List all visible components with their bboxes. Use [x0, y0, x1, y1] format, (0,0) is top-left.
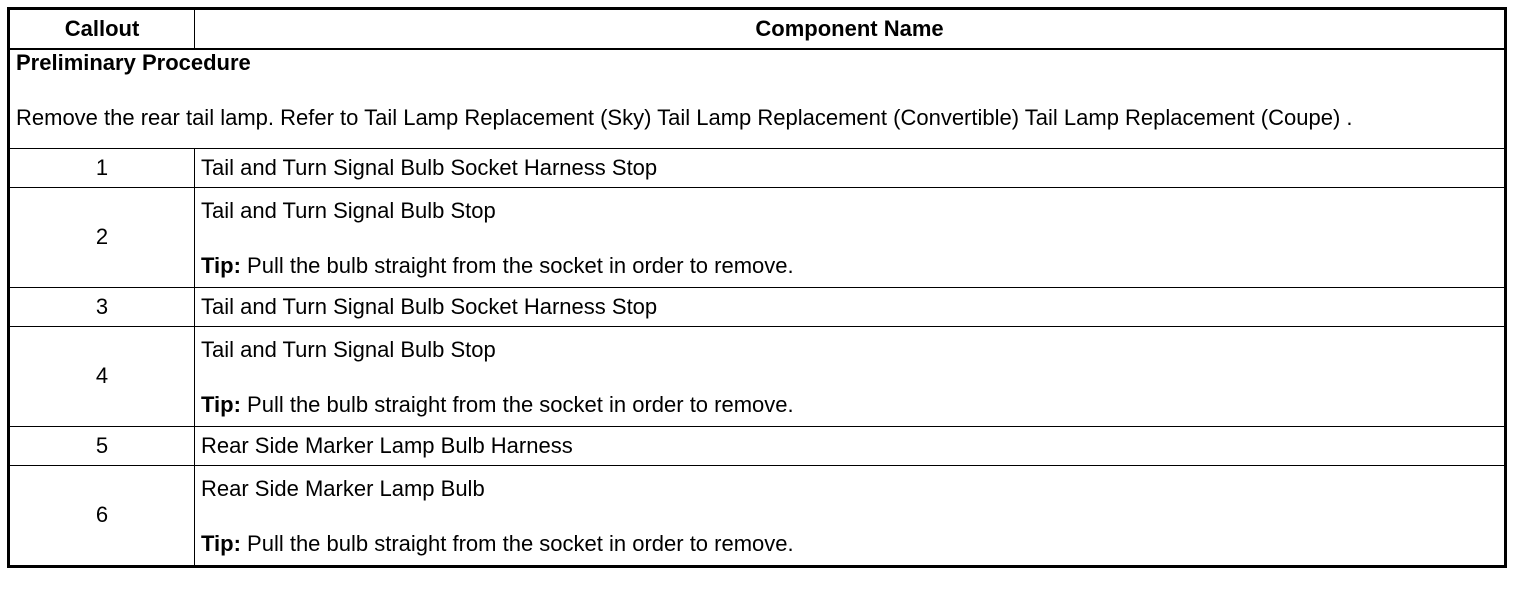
component-cell — [195, 326, 1506, 426]
table-row — [9, 426, 1506, 465]
tip-text — [201, 531, 1498, 557]
tip-text — [201, 253, 1498, 279]
tip-body: Pull the bulb straight from the socket in order to remove. — [240, 391, 794, 417]
tip-body: Pull the bulb straight from the socket in order to remove. — [240, 252, 794, 278]
tip-label: Tip: — [201, 391, 241, 417]
tip-body: Pull the bulb straight from the socket in order to remove. — [240, 530, 794, 556]
component-name: Tail and Turn Signal Bulb Socket Harness Stop — [195, 148, 1506, 187]
callout-number: 1 — [9, 148, 195, 187]
table-row — [9, 287, 1506, 326]
table-row — [9, 465, 1506, 566]
component-name: Tail and Turn Signal Bulb Stop — [201, 336, 496, 362]
callout-table — [7, 7, 1507, 568]
component-cell — [195, 465, 1506, 566]
callout-number: 5 — [9, 426, 195, 465]
preliminary-row — [9, 49, 1506, 148]
component-name: Tail and Turn Signal Bulb Socket Harness Stop — [195, 287, 1506, 326]
component-name-column-header: Component Name — [195, 9, 1506, 50]
component-name: Rear Side Marker Lamp Bulb Harness — [195, 426, 1506, 465]
callout-number: 6 — [9, 465, 195, 566]
component-cell — [195, 187, 1506, 287]
callout-number: 3 — [9, 287, 195, 326]
component-name: Rear Side Marker Lamp Bulb — [201, 475, 485, 501]
preliminary-body: Remove the rear tail lamp. Refer to Tail Lamp Replacement (Sky) Tail Lamp Replacement (Convertible) Tail Lamp Replacement (Coupe) . — [16, 105, 1353, 130]
table-row — [9, 326, 1506, 426]
component-name: Tail and Turn Signal Bulb Stop — [201, 197, 496, 223]
callout-number: 4 — [9, 326, 195, 426]
preliminary-title: Preliminary Procedure — [16, 50, 251, 75]
tip-label: Tip: — [201, 252, 241, 278]
callout-column-header: Callout — [9, 9, 195, 50]
table-row — [9, 148, 1506, 187]
header-row — [9, 9, 1506, 50]
tip-text — [201, 392, 1498, 418]
tip-label: Tip: — [201, 530, 241, 556]
callout-number: 2 — [9, 187, 195, 287]
preliminary-procedure — [9, 49, 1506, 148]
table-row — [9, 187, 1506, 287]
